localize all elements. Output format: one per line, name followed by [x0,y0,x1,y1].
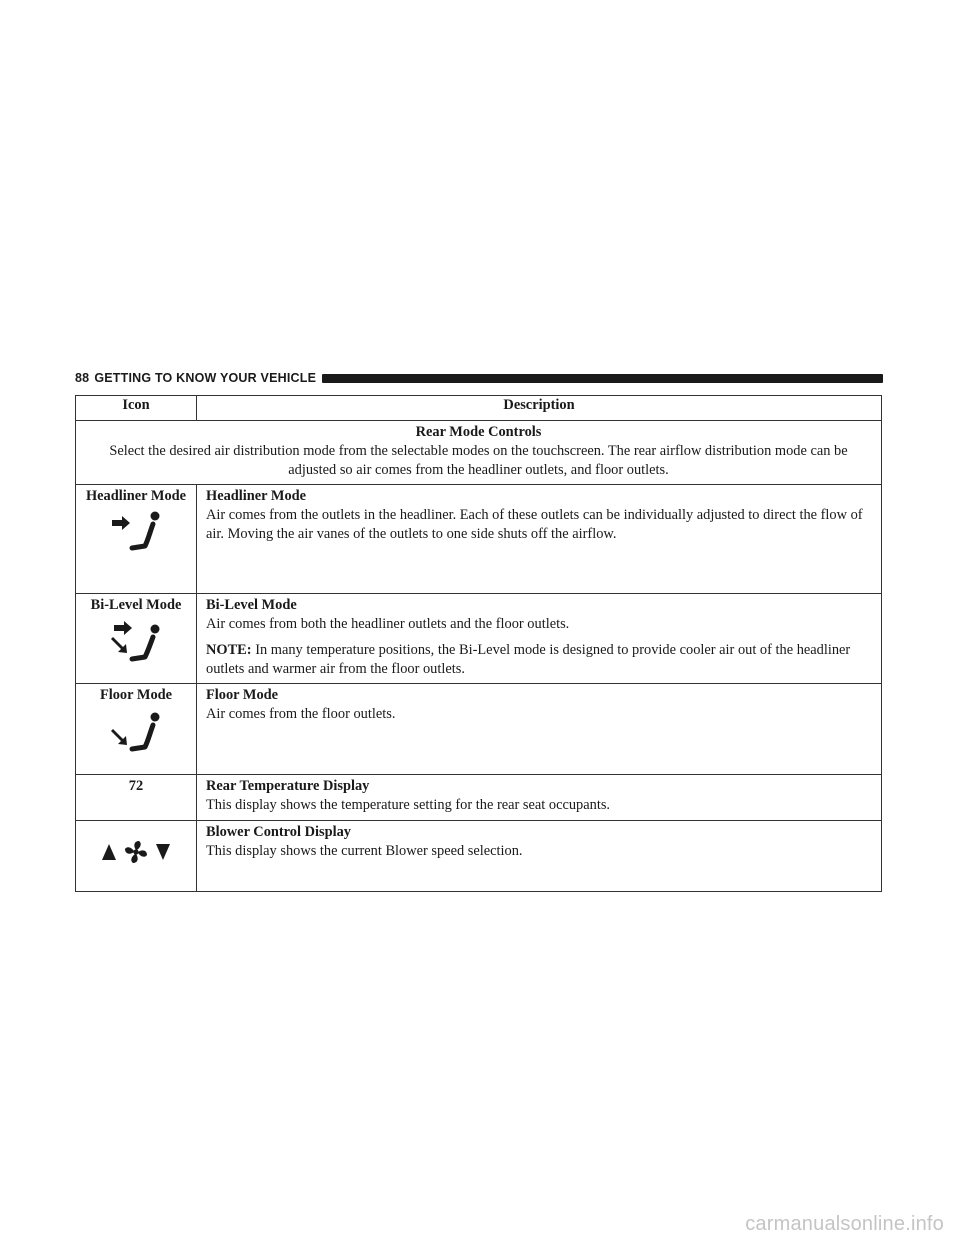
icon-label: Headliner Mode [85,488,187,504]
table-header-row [76,396,882,421]
row-text: Air comes from both the headliner outlets and the floor outlets. [206,616,570,632]
headliner-mode-icon [108,510,164,554]
row-title: Headliner Mode [206,488,307,504]
section-title: GETTING TO KNOW YOUR VEHICLE [94,371,317,385]
row-title: Floor Mode [206,687,279,703]
row-title: Bi-Level Mode [206,597,297,613]
floor-mode-icon [108,709,164,755]
bi-level-mode-icon [108,619,164,663]
column-header-icon: Icon [76,396,197,421]
temperature-value: 72 [128,778,144,794]
icon-cell [76,485,197,594]
table-row [76,684,882,775]
icon-label: Bi-Level Mode [90,597,182,613]
row-text: Air comes from the floor outlets. [206,706,396,722]
note-label: NOTE: [206,642,252,658]
note [206,641,873,679]
row-text: Air comes from the outlets in the headliner. Each of these outlets can be individually adjusted to direct the flow of air. Moving the air vanes of the outlets to one side shuts off the airflow. [206,507,863,542]
table-row [76,775,882,821]
column-header-description: Description [197,396,882,421]
row-text: This display shows the current Blower speed selection. [206,843,523,859]
row-text: This display shows the temperature setting for the rear seat occupants. [206,797,611,813]
rear-mode-controls-table [75,395,882,892]
icon-cell [76,821,197,892]
table-intro-row [76,421,882,485]
icon-label: Floor Mode [99,687,173,703]
intro-text: Select the desired air distribution mode from the selectable modes on the touchscreen. The rear airflow distribution mode can be adjusted so air comes from the headliner outlets, and floor outlets. [109,443,848,478]
icon-cell [76,594,197,684]
row-title: Blower Control Display [206,824,351,840]
table-row [76,485,882,594]
icon-cell [76,775,197,821]
page-header [75,368,883,388]
table-row [76,594,882,684]
watermark: carmanualsonline.info [745,1213,944,1235]
intro-title: Rear Mode Controls [415,424,542,440]
table-row [76,821,882,892]
note-text: In many temperature positions, the Bi-Level mode is designed to provide cooler air out of the headliner outlets and warmer air from the floor outlets. [206,642,851,677]
icon-cell [76,684,197,775]
row-title: Rear Temperature Display [206,778,370,794]
blower-speed-icon [100,839,172,865]
page-number: 88 [75,371,90,385]
header-rule [322,374,883,383]
